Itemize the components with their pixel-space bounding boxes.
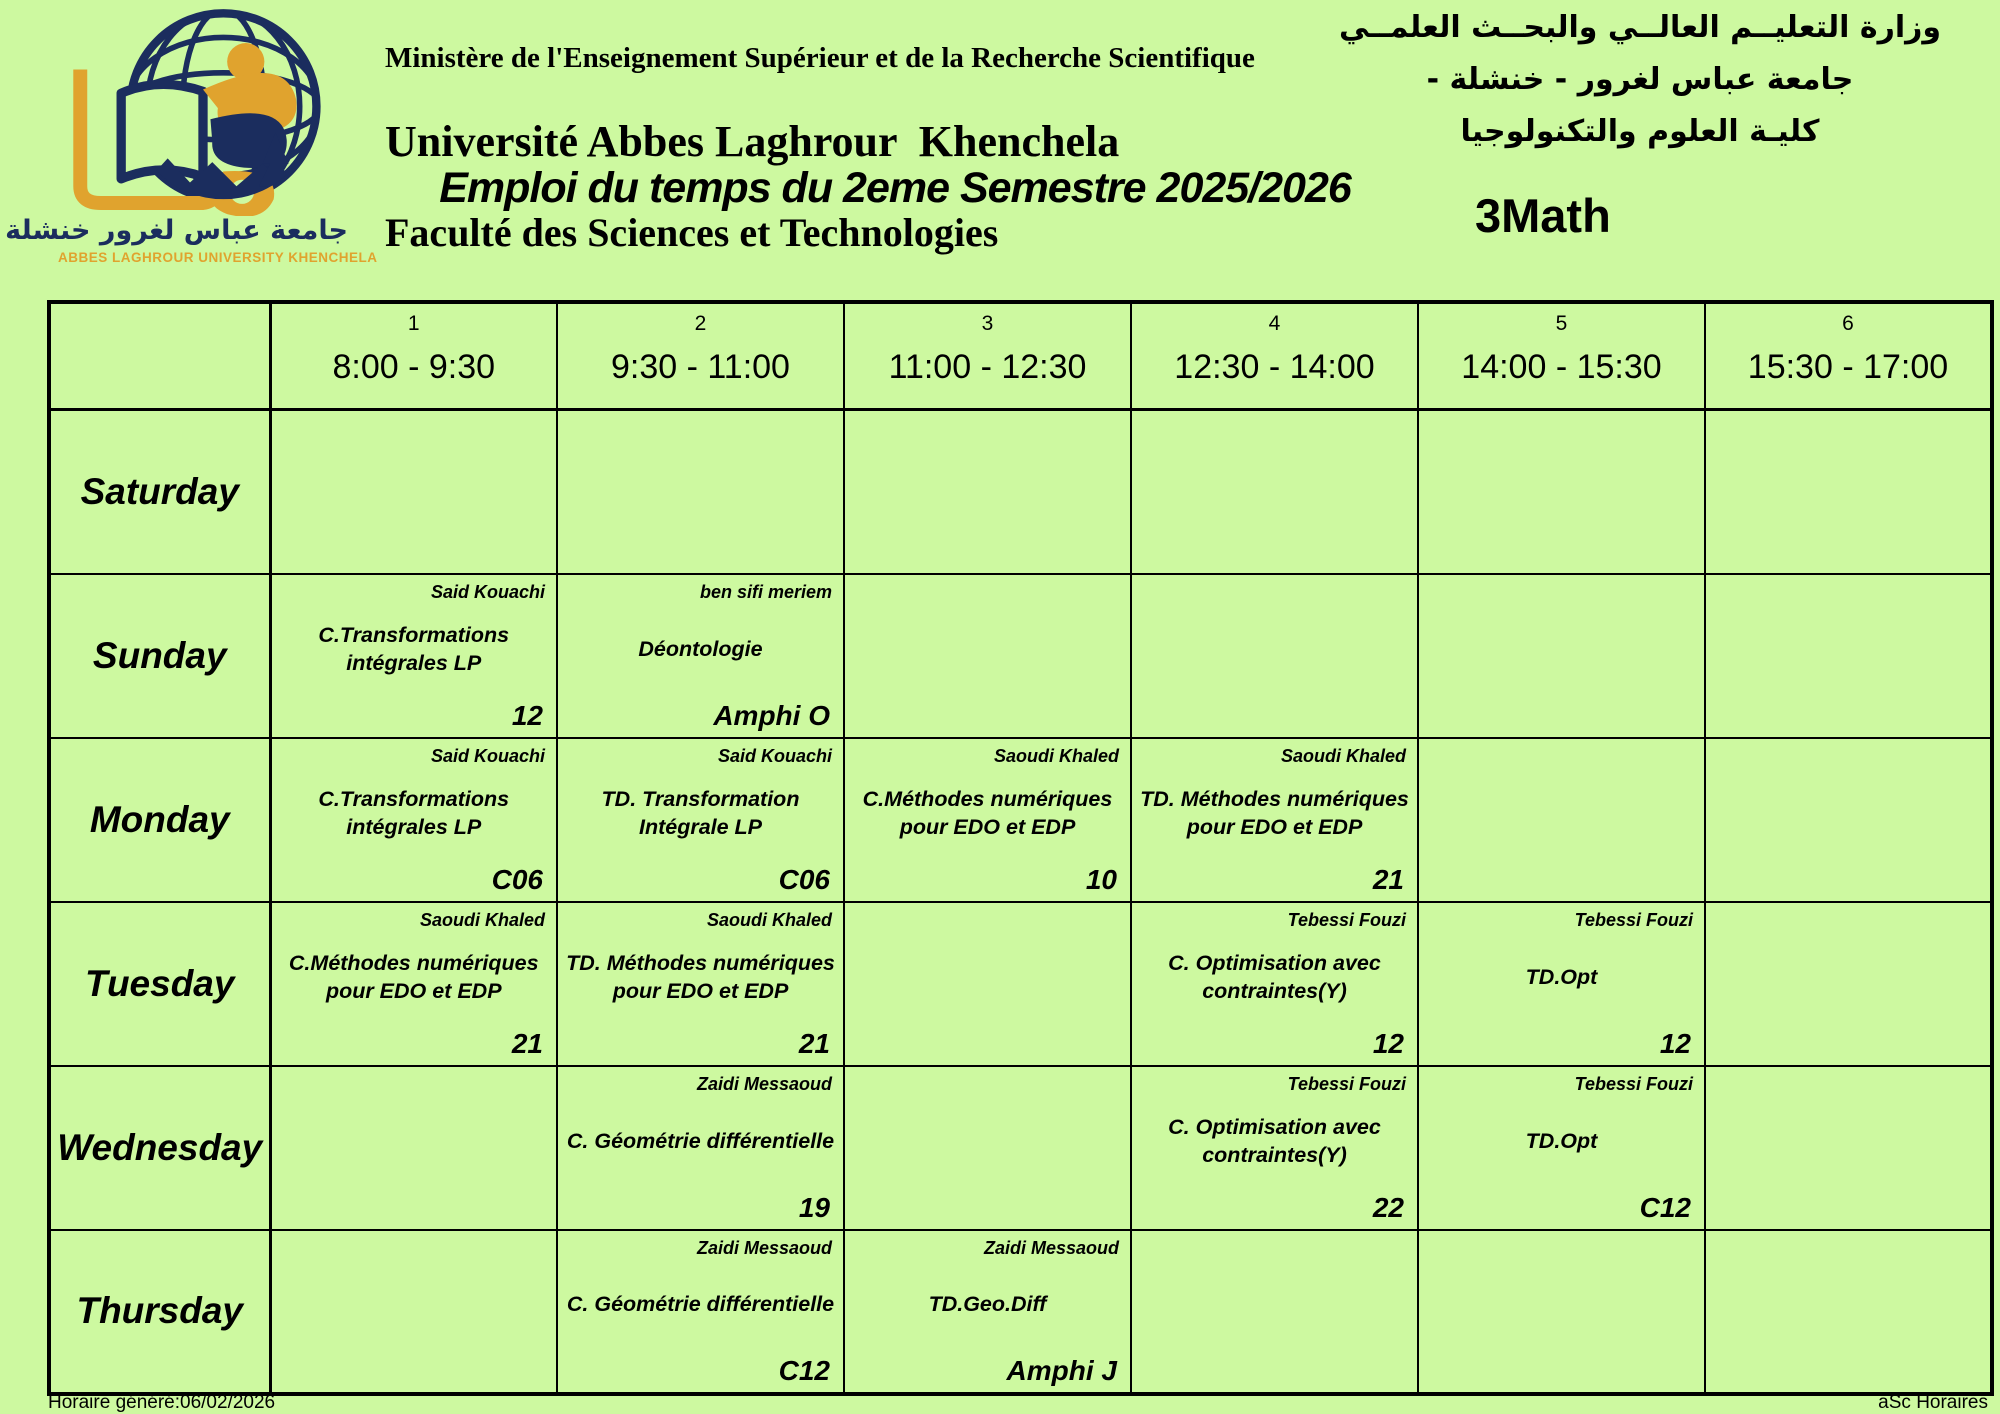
lesson-teacher: Said Kouachi <box>430 745 545 766</box>
period-header-cell <box>557 302 844 410</box>
lesson-room: Amphi J <box>1006 1354 1117 1386</box>
lesson-cell <box>557 902 844 1066</box>
lesson-course: TD. Transformation Intégrale LP <box>601 786 800 839</box>
institution-header-arabic <box>1320 2 1960 158</box>
lesson-room: 21 <box>798 1027 830 1059</box>
lesson-course: C.Méthodes numériques pour EDO et EDP <box>862 786 1113 839</box>
day-row <box>49 738 1992 902</box>
empty-slot-cell <box>270 1066 557 1230</box>
period-time: 12:30 - 14:00 <box>1174 348 1375 386</box>
empty-slot-cell <box>1705 902 1992 1066</box>
ministry-name-fr: Ministère de l'Enseignement Supérieur et de la Recherche Scientifique <box>385 42 1255 74</box>
lesson-room: C12 <box>778 1354 830 1386</box>
lesson-cell <box>844 1230 1131 1394</box>
empty-slot-cell <box>844 1066 1131 1230</box>
day-label: Monday <box>49 738 270 902</box>
period-time: 8:00 - 9:30 <box>332 348 496 386</box>
lesson-teacher: Saoudi Khaled <box>1280 745 1406 766</box>
period-number: 6 <box>1842 312 1854 335</box>
empty-slot-cell <box>1418 410 1705 574</box>
lesson-cell <box>1418 1066 1705 1230</box>
day-row <box>49 1230 1992 1394</box>
period-header-cell <box>270 302 557 410</box>
page-title: Emploi du temps du 2eme Semestre 2025/2026 <box>439 164 1351 212</box>
empty-slot-cell <box>1131 410 1418 574</box>
lesson-room: 21 <box>1372 863 1404 895</box>
lesson-cell <box>1131 902 1418 1066</box>
lesson-room: C06 <box>491 863 543 895</box>
period-header-cell <box>1131 302 1418 410</box>
period-header-row <box>49 302 1992 410</box>
period-number: 2 <box>694 312 707 335</box>
lesson-cell <box>844 738 1131 902</box>
timetable-grid <box>47 300 1994 1396</box>
day-row <box>49 574 1992 738</box>
empty-slot-cell <box>844 574 1131 738</box>
empty-slot-cell <box>1705 1230 1992 1394</box>
faculty-name-fr: Faculté des Sciences et Technologies <box>385 210 999 255</box>
lesson-course: C. Optimisation avec contraintes(Y) <box>1168 1114 1381 1167</box>
ministry-name-ar: وزارة التعليــم العالــي والبحــث العلمــي <box>1338 10 1942 45</box>
lesson-room: C06 <box>778 863 830 895</box>
lesson-course: TD.Geo.Diff <box>928 1292 1047 1317</box>
day-label: Wednesday <box>49 1066 270 1230</box>
institution-header-french <box>385 2 1255 296</box>
empty-slot-cell <box>844 902 1131 1066</box>
period-time: 15:30 - 17:00 <box>1747 348 1949 386</box>
lesson-cell <box>270 902 557 1066</box>
lesson-cell <box>557 574 844 738</box>
lesson-room: 12 <box>1659 1027 1691 1059</box>
university-name-ar: جامعة عباس لغرور - خنشلة - <box>1426 62 1854 97</box>
lesson-room: C12 <box>1639 1191 1691 1223</box>
period-time: 9:30 - 11:00 <box>611 348 790 386</box>
lesson-room: 21 <box>511 1027 543 1059</box>
lesson-teacher: Zaidi Messaoud <box>696 1237 832 1258</box>
lesson-cell <box>1131 1066 1418 1230</box>
lesson-cell <box>270 574 557 738</box>
period-number: 3 <box>981 312 994 335</box>
lesson-teacher: Saoudi Khaled <box>706 909 832 930</box>
software-credit-label: aSc Horaires <box>1878 1392 1988 1413</box>
empty-slot-cell <box>270 410 557 574</box>
lesson-course: TD.Opt <box>1525 1128 1598 1153</box>
lesson-teacher: Zaidi Messaoud <box>983 1237 1119 1258</box>
lesson-cell <box>557 1066 844 1230</box>
empty-slot-cell <box>1131 1230 1418 1394</box>
empty-slot-cell <box>270 1230 557 1394</box>
period-time: 14:00 - 15:30 <box>1461 348 1662 386</box>
empty-slot-cell <box>557 410 844 574</box>
corner-cell <box>49 302 270 410</box>
empty-slot-cell <box>1418 574 1705 738</box>
period-number: 5 <box>1555 312 1568 335</box>
lesson-course: TD. Méthodes numériques pour EDO et EDP <box>566 950 835 1003</box>
logo-english-caption: ABBES LAGHROUR UNIVERSITY KHENCHELA <box>58 249 378 265</box>
group-label: 3Math <box>1475 189 1611 242</box>
lesson-room: 22 <box>1372 1191 1404 1223</box>
faculty-name-ar: كليـة العلوم والتكنولوجيا <box>1460 114 1820 149</box>
lesson-course: TD.Opt <box>1525 964 1598 989</box>
lesson-course: C.Transformations intégrales LP <box>318 622 510 675</box>
lesson-cell <box>557 1230 844 1394</box>
lesson-teacher: Said Kouachi <box>430 581 545 602</box>
period-header-cell <box>1705 302 1992 410</box>
day-row <box>49 902 1992 1066</box>
empty-slot-cell <box>1705 738 1992 902</box>
period-number: 1 <box>407 312 420 335</box>
period-header-cell <box>844 302 1131 410</box>
lesson-teacher: Tebessi Fouzi <box>1287 909 1406 930</box>
lesson-room: 10 <box>1085 863 1117 895</box>
day-label: Saturday <box>49 410 270 574</box>
day-label: Sunday <box>49 574 270 738</box>
university-name-fr: Université Abbes Laghrour Khenchela <box>385 117 1120 166</box>
lesson-course: C.Transformations intégrales LP <box>318 786 510 839</box>
lesson-teacher: Tebessi Fouzi <box>1287 1073 1406 1094</box>
lesson-course: C. Géométrie différentielle <box>566 1128 835 1153</box>
empty-slot-cell <box>1705 574 1992 738</box>
empty-slot-cell <box>844 410 1131 574</box>
lesson-room: 12 <box>1372 1027 1404 1059</box>
empty-slot-cell <box>1418 1230 1705 1394</box>
lesson-cell <box>1131 738 1418 902</box>
lesson-teacher: Said Kouachi <box>717 745 832 766</box>
logo-arabic-caption: جامعة عباس لغرور خنشلة <box>5 215 348 246</box>
empty-slot-cell <box>1705 1066 1992 1230</box>
university-logo-icon <box>63 4 343 216</box>
period-number: 4 <box>1268 312 1281 335</box>
empty-slot-cell <box>1418 738 1705 902</box>
lesson-course: C. Géométrie différentielle <box>566 1292 835 1317</box>
period-header-cell <box>1418 302 1705 410</box>
lesson-teacher: Zaidi Messaoud <box>696 1073 832 1094</box>
empty-slot-cell <box>1131 574 1418 738</box>
period-time: 11:00 - 12:30 <box>888 348 1087 386</box>
day-label: Thursday <box>49 1230 270 1394</box>
lesson-room: 12 <box>511 699 543 731</box>
lesson-teacher: Tebessi Fouzi <box>1574 909 1693 930</box>
lesson-course: C. Optimisation avec contraintes(Y) <box>1168 950 1381 1003</box>
university-logo <box>5 4 378 265</box>
empty-slot-cell <box>1705 410 1992 574</box>
lesson-teacher: ben sifi meriem <box>699 581 832 602</box>
day-row <box>49 1066 1992 1230</box>
lesson-cell <box>557 738 844 902</box>
lesson-room: 19 <box>798 1191 830 1223</box>
lesson-teacher: Saoudi Khaled <box>993 745 1119 766</box>
lesson-cell <box>270 738 557 902</box>
generated-date-label: Horaire généré:06/02/2026 <box>48 1392 276 1413</box>
lesson-course: C.Méthodes numériques pour EDO et EDP <box>288 950 539 1003</box>
lesson-teacher: Saoudi Khaled <box>419 909 545 930</box>
lesson-room: Amphi O <box>713 699 830 731</box>
day-label: Tuesday <box>49 902 270 1066</box>
day-row <box>49 410 1992 574</box>
lesson-course: Déontologie <box>638 636 763 661</box>
lesson-course: TD. Méthodes numériques pour EDO et EDP <box>1140 786 1409 839</box>
lesson-cell <box>1418 902 1705 1066</box>
lesson-teacher: Tebessi Fouzi <box>1574 1073 1693 1094</box>
